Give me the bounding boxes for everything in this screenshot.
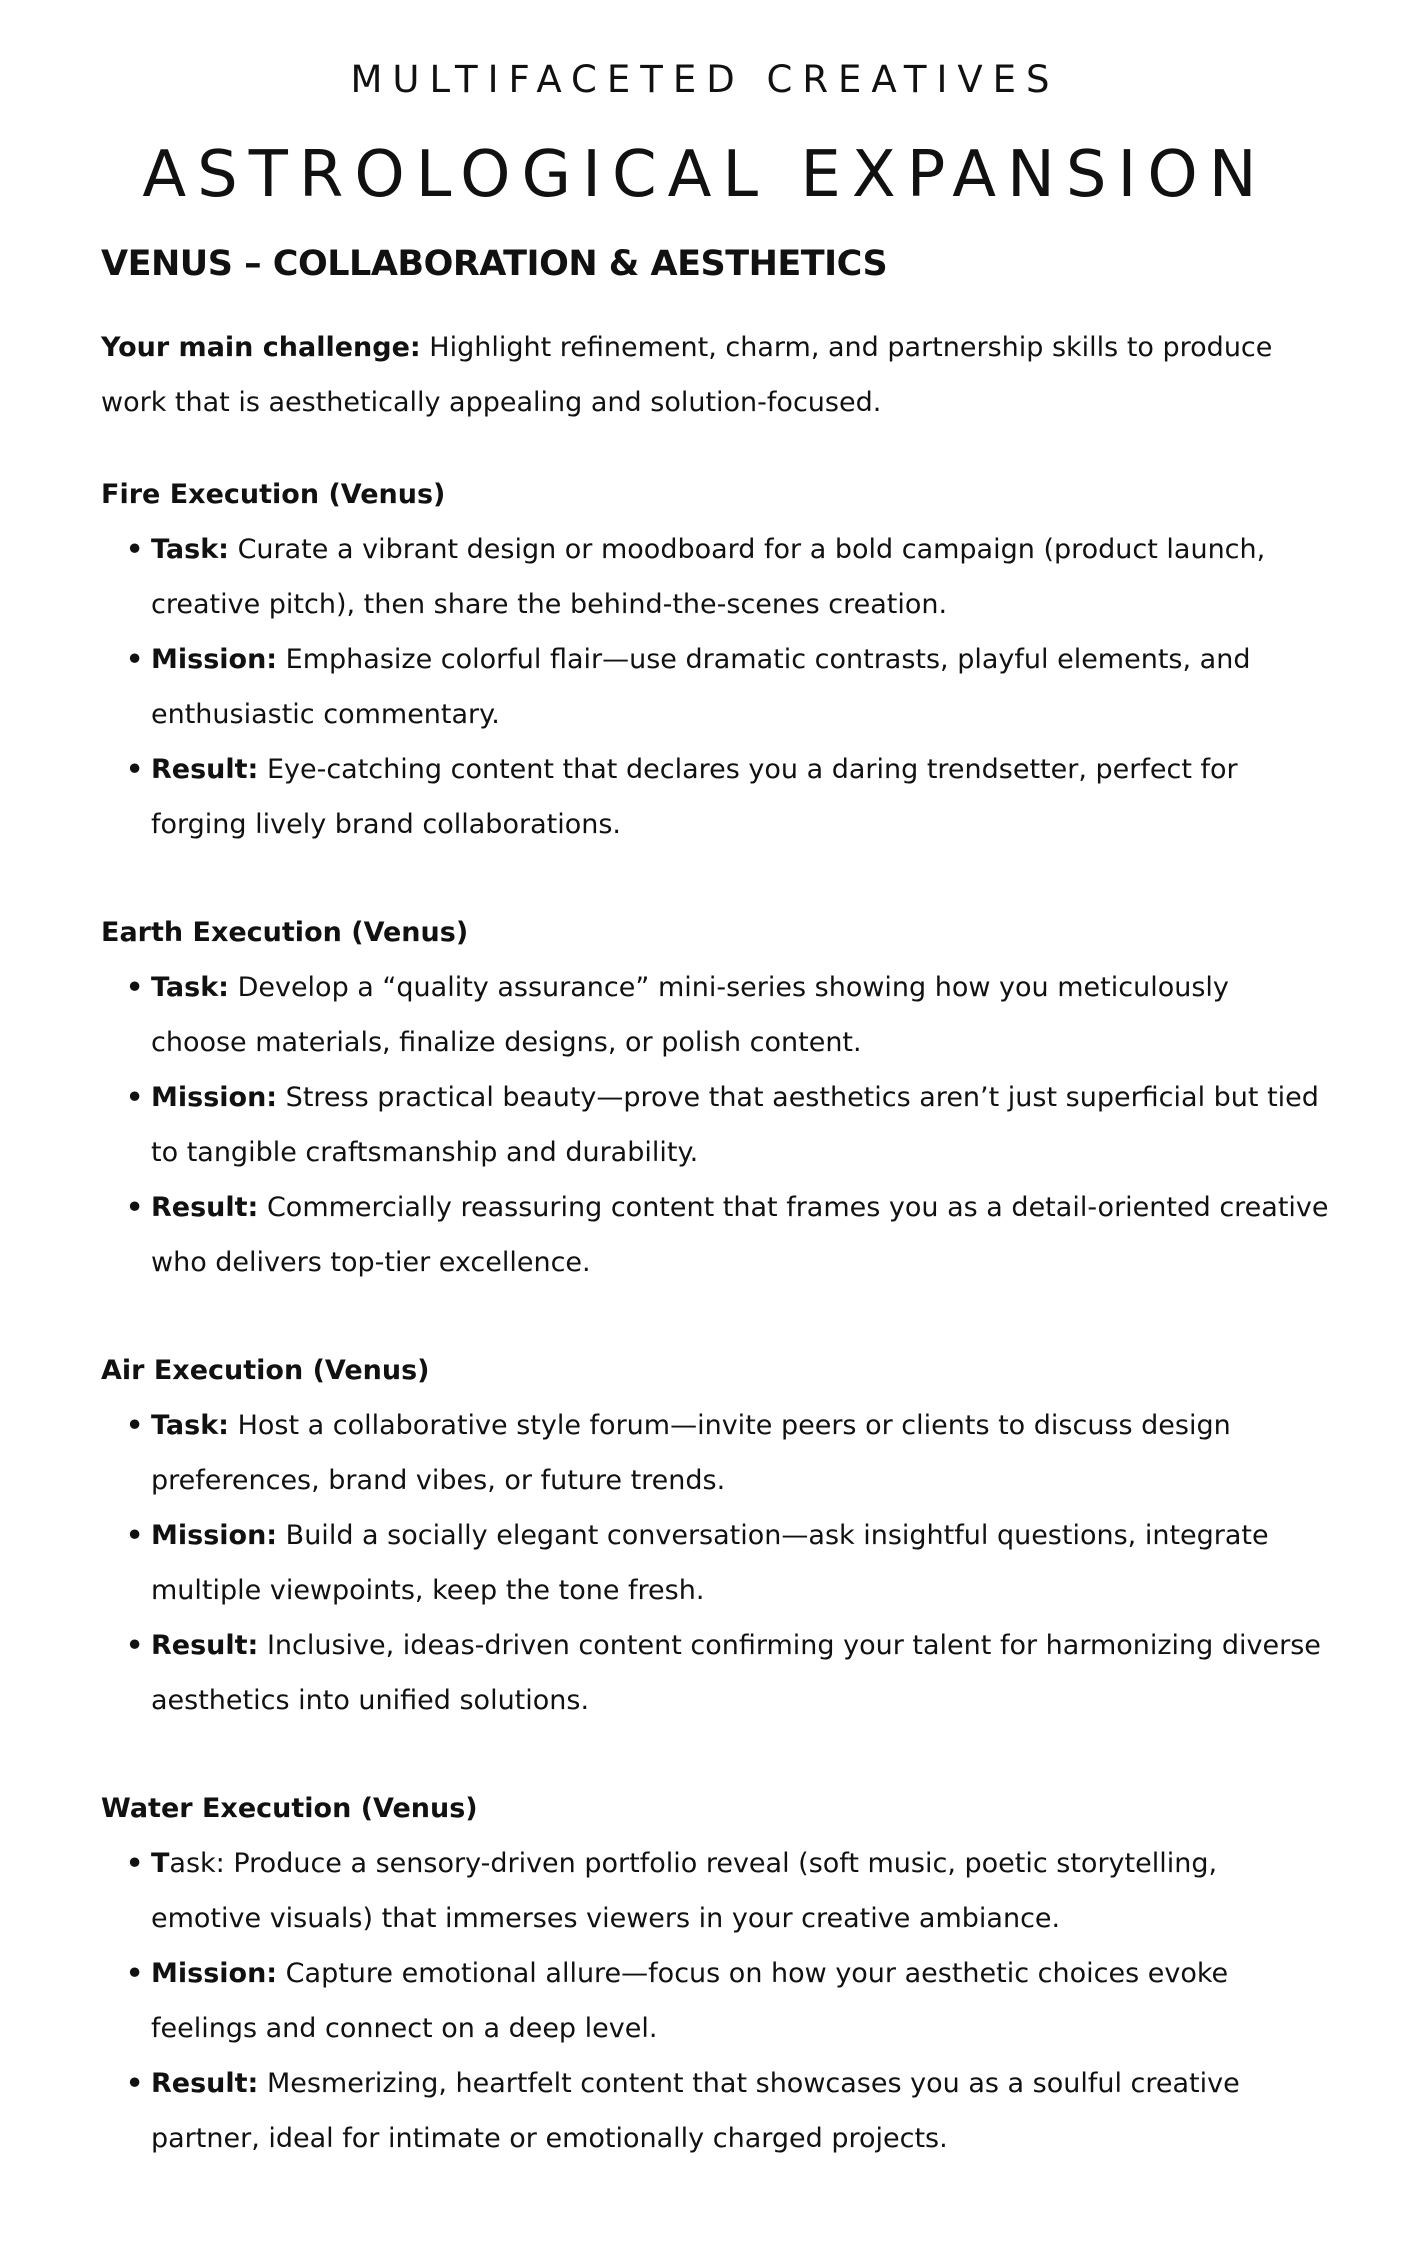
list-item <box>101 1398 1331 1508</box>
list-item <box>101 1180 1331 1290</box>
earth-execution-heading: Earth Execution (Venus) <box>101 917 469 948</box>
water-execution-list <box>101 1836 1331 2166</box>
result-label: Result: <box>151 1192 259 1223</box>
bullet-icon: • <box>126 644 144 675</box>
section-heading: VENUS – COLLABORATION & AESTHETICS <box>101 244 888 284</box>
water-execution-heading: Water Execution (Venus) <box>101 1793 478 1824</box>
fire-execution-block <box>101 467 1331 852</box>
list-item <box>101 1618 1331 1728</box>
result-text: Mesmerizing, heartfelt content that showcases you as a soulful creative partner, ideal for intimate or emotionally charged projects. <box>151 2068 1240 2154</box>
mission-label: Mission: <box>151 644 278 675</box>
brand-title: MULTIFACETED CREATIVES <box>350 58 1060 101</box>
task-label: Task: <box>151 534 229 565</box>
result-label: Result: <box>151 1630 259 1661</box>
bullet-icon: • <box>126 1958 144 1989</box>
mission-text: Stress practical beauty—prove that aesthetics aren’t just superficial but tied to tangible craftsmanship and durability. <box>151 1082 1319 1168</box>
intro-text: Highlight refinement, charm, and partnership skills to produce work that is aesthetically appealing and solution-focused. <box>101 332 1273 418</box>
list-item <box>101 742 1331 852</box>
task-text: Develop a “quality assurance” mini-series showing how you meticulously choose materials, finalize designs, or polish content. <box>151 972 1229 1058</box>
result-text: Eye-catching content that declares you a daring trendsetter, perfect for forging lively brand collaborations. <box>151 754 1238 840</box>
task-text: Host a collaborative style forum—invite peers or clients to discuss design preferences, brand vibes, or future trends. <box>151 1410 1231 1496</box>
mission-text: Build a socially elegant conversation—ask insightful questions, integrate multiple viewpoints, keep the tone fresh. <box>151 1520 1269 1606</box>
task-label: T <box>151 1848 170 1879</box>
list-item <box>101 2056 1331 2166</box>
bullet-icon: • <box>126 2068 144 2099</box>
mission-text: Emphasize colorful flair—use dramatic contrasts, playful elements, and enthusiastic commentary. <box>151 644 1251 730</box>
air-execution-list <box>101 1398 1331 1728</box>
list-item <box>101 632 1331 742</box>
result-text: Commercially reassuring content that frames you as a detail-oriented creative who delivers top-tier excellence. <box>151 1192 1329 1278</box>
result-label: Result: <box>151 2068 259 2099</box>
bullet-icon: • <box>126 972 144 1003</box>
bullet-icon: • <box>126 754 144 785</box>
fire-execution-list <box>101 522 1331 852</box>
intro-label: Your main challenge: <box>101 332 421 363</box>
list-item <box>101 960 1331 1070</box>
list-item <box>101 522 1331 632</box>
air-execution-heading: Air Execution (Venus) <box>101 1355 430 1386</box>
air-execution-block <box>101 1343 1331 1728</box>
bullet-icon: • <box>126 1082 144 1113</box>
page-title: ASTROLOGICAL EXPANSION <box>142 138 1268 212</box>
task-label-rest: ask: <box>169 1848 225 1879</box>
bullet-icon: • <box>126 1192 144 1223</box>
bullet-icon: • <box>126 1848 144 1879</box>
bullet-icon: • <box>126 1520 144 1551</box>
task-label: Task: <box>151 972 229 1003</box>
list-item <box>101 1508 1331 1618</box>
list-item <box>101 1070 1331 1180</box>
result-label: Result: <box>151 754 259 785</box>
result-text: Inclusive, ideas-driven content confirming your talent for harmonizing diverse aesthetics into unified solutions. <box>151 1630 1321 1716</box>
intro-paragraph <box>101 320 1311 430</box>
bullet-icon: • <box>126 534 144 565</box>
task-label: Task: <box>151 1410 229 1441</box>
water-execution-block <box>101 1781 1331 2166</box>
earth-execution-list <box>101 960 1331 1290</box>
task-text: Produce a sensory-driven portfolio reveal (soft music, poetic storytelling, emotive visuals) that immerses viewers in your creative ambiance. <box>151 1848 1218 1934</box>
list-item <box>101 1946 1331 2056</box>
mission-label: Mission: <box>151 1520 278 1551</box>
task-text: Curate a vibrant design or moodboard for a bold campaign (product launch, creative pitch), then share the behind-the-scenes creation. <box>151 534 1266 620</box>
bullet-icon: • <box>126 1410 144 1441</box>
fire-execution-heading: Fire Execution (Venus) <box>101 479 446 510</box>
mission-label: Mission: <box>151 1958 278 1989</box>
mission-text: Capture emotional allure—focus on how your aesthetic choices evoke feelings and connect on a deep level. <box>151 1958 1229 2044</box>
earth-execution-block <box>101 905 1331 1290</box>
list-item <box>101 1836 1331 1946</box>
bullet-icon: • <box>126 1630 144 1661</box>
mission-label: Mission: <box>151 1082 278 1113</box>
